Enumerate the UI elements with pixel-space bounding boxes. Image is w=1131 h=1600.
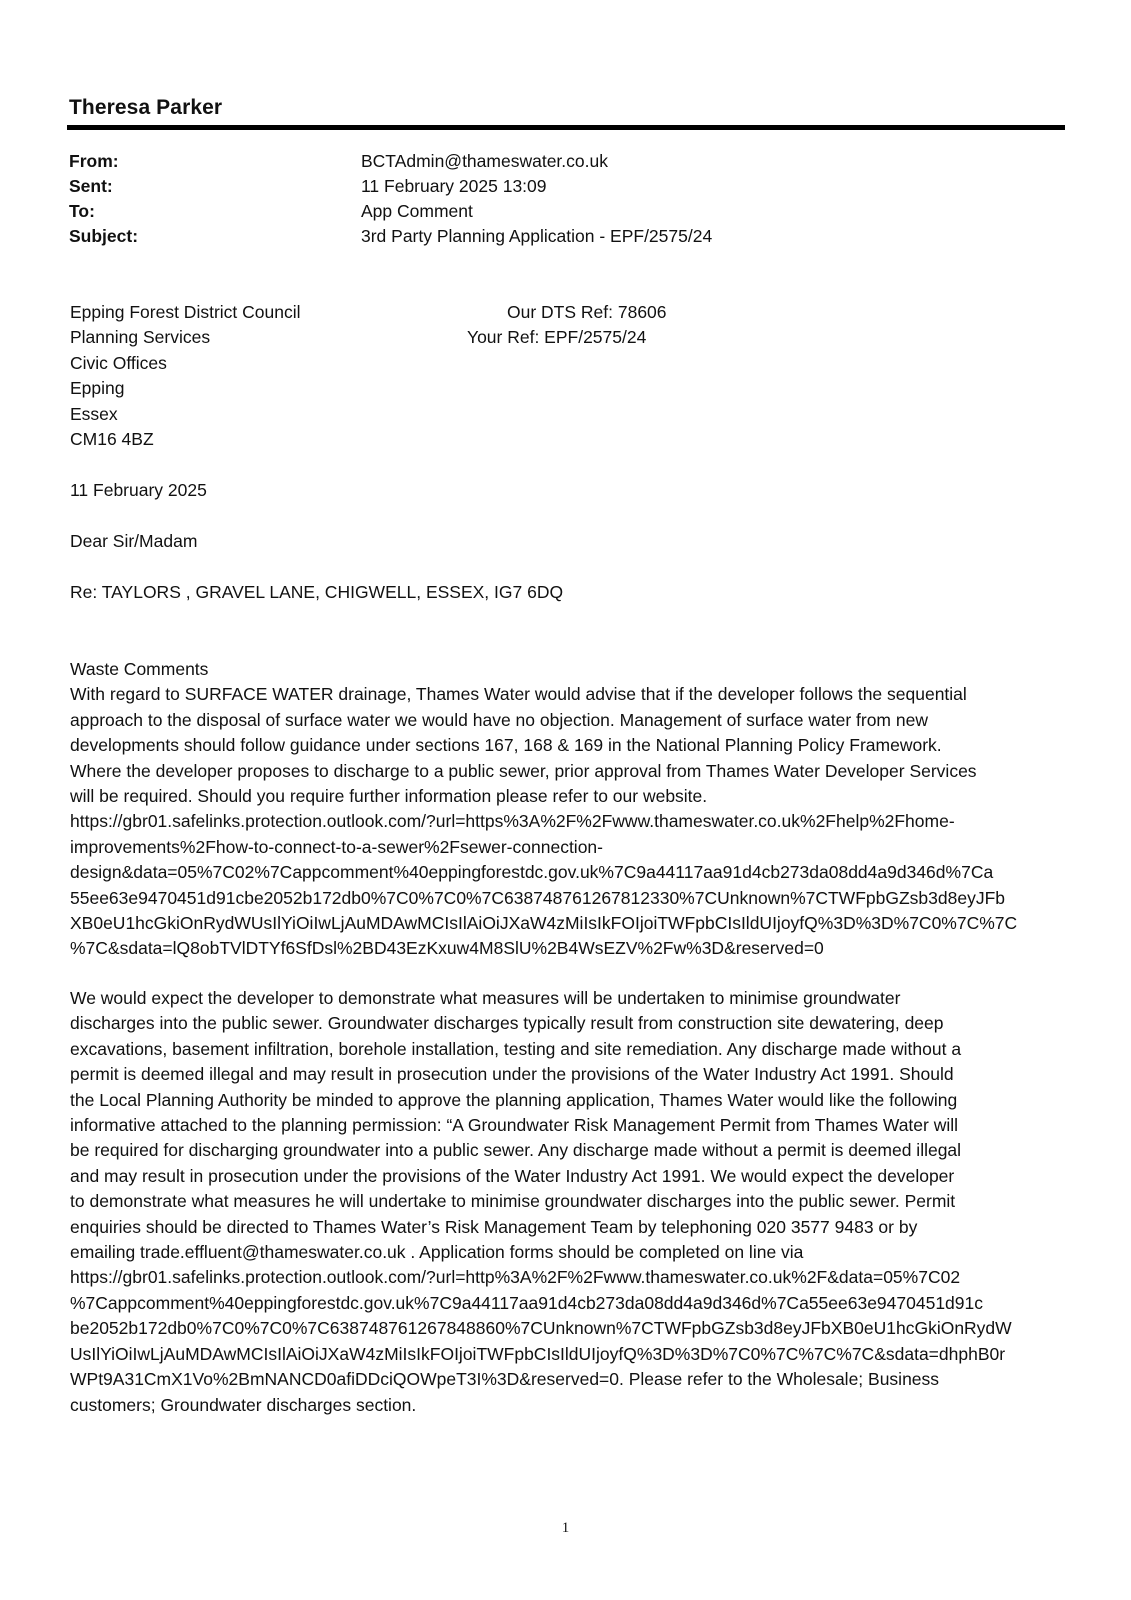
from-label: From: <box>69 151 119 171</box>
salutation: Dear Sir/Madam <box>70 531 198 551</box>
sent-row <box>69 175 969 200</box>
section-heading: Waste Comments <box>70 659 209 679</box>
safelink-url-line[interactable]: be2052b172db0%7C0%7C0%7C638748761267848860%7CUnknown%7CTWFpbGZsb3d8eyJFbXB0eU1hcGkiOnRydW <box>70 1318 1012 1339</box>
from-row <box>69 150 969 175</box>
text-line: developments should follow guidance under sections 167, 168 & 169 in the National Planning Policy Framework. <box>70 735 942 756</box>
text-line: emailing trade.effluent@thameswater.co.uk . Application forms should be completed on line via <box>70 1242 804 1263</box>
to-label: To: <box>69 201 95 221</box>
subject-label: Subject: <box>69 226 139 246</box>
email-header <box>69 150 969 250</box>
safelink-url-line[interactable]: https://gbr01.safelinks.protection.outlook.com/?url=http%3A%2F%2Fwww.thameswater.co.uk%2F&data=05%7C02 <box>70 1267 961 1288</box>
text-line: permit is deemed illegal and may result in prosecution under the provisions of the Water Industry Act 1991. Should <box>70 1064 954 1085</box>
text-line: discharges into the public sewer. Groundwater discharges typically result from construction site dewatering, deep <box>70 1013 944 1034</box>
safelink-url-line[interactable]: improvements%2Fhow-to-connect-to-a-sewer%2Fsewer-connection- <box>70 836 603 857</box>
letter-date: 11 February 2025 <box>70 480 207 500</box>
text-line: be required for discharging groundwater into a public sewer. Any discharge made without a permit is deemed illegal <box>70 1140 962 1161</box>
text-line: We would expect the developer to demonstrate what measures will be undertaken to minimise groundwater <box>70 988 901 1008</box>
safelink-url-line[interactable]: design&data=05%7C02%7Cappcomment%40eppingforestdc.gov.uk%7C9a44117aa91d4cb273da08dd4a9d346d%7Ca <box>70 862 994 883</box>
page-number: 1 <box>561 1520 570 1536</box>
from-value[interactable]: BCTAdmin@thameswater.co.uk <box>361 151 608 171</box>
sender-name: Theresa Parker <box>69 96 223 119</box>
waste-comments-section <box>70 657 1070 962</box>
safelink-url-line[interactable]: %7C&sdata=lQ8obTVlDTYf6SfDsl%2BD43EzKxuw4M8SlU%2B4WsEZV%2Fw%3D&reserved=0 <box>70 938 824 959</box>
text-line: to demonstrate what measures he will undertake to minimise groundwater discharges into the public sewer. Permit <box>70 1191 956 1212</box>
safelink-url-line[interactable]: https://gbr01.safelinks.protection.outlook.com/?url=https%3A%2F%2Fwww.thameswater.co.uk%2Fhelp%2Fhome- <box>70 811 955 832</box>
safelink-url-line[interactable]: %7Cappcomment%40eppingforestdc.gov.uk%7C9a44117aa91d4cb273da08dd4a9d346d%7Ca55ee63e9470451d91c <box>70 1292 984 1313</box>
sent-value: 11 February 2025 13:09 <box>361 176 547 196</box>
text-line: approach to the disposal of surface water we would have no objection. Management of surface water from new <box>70 709 928 730</box>
safelink-url-line[interactable]: UsIlYiOiIwLjAuMDAwMCIsIlAiOiJXaW4zMiIsIkFOIjoiTWFpbCIsIldUIjoyfQ%3D%3D%7C0%7C%7C%7C&sdata=dhphB0r <box>70 1343 1006 1364</box>
text-line: and may result in prosecution under the provisions of the Water Industry Act 1991. We would expect the developer <box>70 1165 955 1186</box>
safelink-url-line[interactable]: 55ee63e9470451d91cbe2052b172db0%7C0%7C0%7C638748761267812330%7CUnknown%7CTWFpbGZsb3d8eyJFb <box>70 887 1005 908</box>
safelink-url-line[interactable]: XB0eU1hcGkiOnRydWUsIlYiOiIwLjAuMDAwMCIsIlAiOiJXaW4zMiIsIkFOIjoiTWFpbCIsIldUIjoyfQ%3D%3D%7C0%7C%7C <box>70 913 1018 934</box>
text-line: enquiries should be directed to Thames Water’s Risk Management Team by telephoning 020 3577 9483 or by <box>70 1216 918 1237</box>
re-line: Re: TAYLORS , GRAVEL LANE, CHIGWELL, ESSEX, IG7 6DQ <box>70 582 564 602</box>
text-line: the Local Planning Authority be minded to approve the planning application, Thames Water would like the following <box>70 1089 958 1110</box>
address-line: Planning Services <box>70 327 211 348</box>
address-line: Essex <box>70 403 118 424</box>
address-line: Epping Forest District Council <box>70 302 301 322</box>
subject-row <box>69 225 969 250</box>
sent-label: Sent: <box>69 176 113 196</box>
our-dts-ref: Our DTS Ref: 78606 <box>507 302 667 322</box>
text-line: customers; Groundwater discharges section. <box>70 1394 417 1415</box>
header-rule <box>67 125 1065 130</box>
text-line: WPt9A31CmX1Vo%2BmNANCD0afiDDciQOWpeT3I%3D&reserved=0. Please refer to the Wholesale; Business <box>70 1369 940 1390</box>
text-line: will be required. Should you require further information please refer to our website. <box>70 786 708 807</box>
address-line: Epping <box>70 378 125 399</box>
your-ref: Your Ref: EPF/2575/24 <box>467 327 647 347</box>
subject-value: 3rd Party Planning Application - EPF/2575/24 <box>361 226 713 246</box>
to-value: App Comment <box>361 201 473 221</box>
address-line: CM16 4BZ <box>70 429 154 450</box>
address-line: Civic Offices <box>70 352 167 373</box>
text-line: Where the developer proposes to discharge to a public sewer, prior approval from Thames Water Developer Services <box>70 760 977 781</box>
groundwater-paragraph <box>70 986 1070 1418</box>
text-line: With regard to SURFACE WATER drainage, Thames Water would advise that if the developer follows the sequential <box>70 684 967 705</box>
to-row <box>69 200 969 225</box>
text-line: informative attached to the planning permission: “A Groundwater Risk Management Permit from Thames Water will <box>70 1115 959 1136</box>
text-line: excavations, basement infiltration, borehole installation, testing and site remediation. Any discharge made without a <box>70 1038 962 1059</box>
